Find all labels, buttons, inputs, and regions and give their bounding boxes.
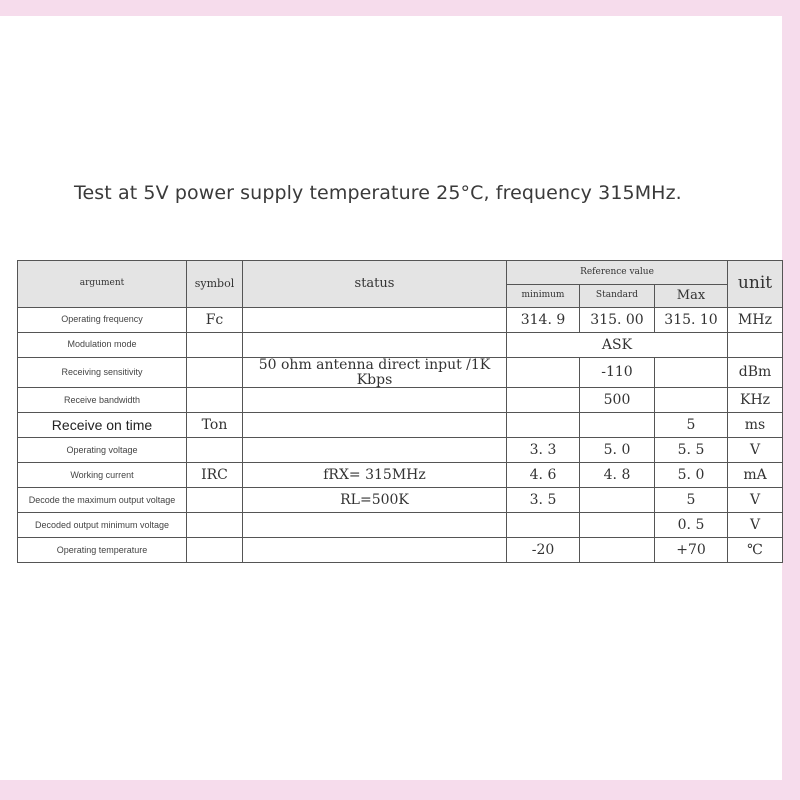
max-cell: 0. 5 xyxy=(655,513,728,538)
table-row xyxy=(18,488,783,513)
header-standard: Standard xyxy=(580,285,655,308)
param-cell xyxy=(18,513,187,538)
param-label: Receive on time xyxy=(51,417,153,434)
symbol-cell: Fc xyxy=(187,308,243,333)
table-row xyxy=(18,388,783,413)
table-row xyxy=(18,333,783,358)
min-cell xyxy=(507,358,580,388)
standard-cell: -110 xyxy=(580,358,655,388)
max-cell: 5. 0 xyxy=(655,463,728,488)
status-cell xyxy=(243,438,507,463)
table-row xyxy=(18,513,783,538)
table-row xyxy=(18,438,783,463)
unit-cell: V xyxy=(728,488,783,513)
param-cell xyxy=(18,438,187,463)
status-cell xyxy=(243,413,507,438)
standard-cell: 500 xyxy=(580,388,655,413)
symbol-cell xyxy=(187,388,243,413)
unit-cell: ℃ xyxy=(728,538,783,563)
header-reference-value: Reference value xyxy=(507,261,728,285)
symbol-cell xyxy=(187,538,243,563)
spec-table xyxy=(17,260,783,563)
param-label: Decode the maximum output voltage xyxy=(28,494,176,505)
header-argument: argument xyxy=(18,261,187,308)
status-cell xyxy=(243,513,507,538)
max-cell: 315. 10 xyxy=(655,308,728,333)
max-cell: 5 xyxy=(655,488,728,513)
param-cell xyxy=(18,358,187,388)
table-row xyxy=(18,538,783,563)
standard-cell: 5. 0 xyxy=(580,438,655,463)
unit-cell: V xyxy=(728,513,783,538)
unit-cell: ms xyxy=(728,413,783,438)
header-status: status xyxy=(243,261,507,308)
symbol-cell xyxy=(187,358,243,388)
min-cell xyxy=(507,388,580,413)
unit-cell: dBm xyxy=(728,358,783,388)
min-cell xyxy=(507,413,580,438)
status-cell xyxy=(243,308,507,333)
status-cell: fRX= 315MHz xyxy=(243,463,507,488)
param-cell xyxy=(18,388,187,413)
param-label: Receiving sensitivity xyxy=(61,366,143,377)
param-label: Modulation mode xyxy=(67,339,137,350)
standard-cell xyxy=(580,538,655,563)
param-cell xyxy=(18,538,187,563)
param-cell xyxy=(18,333,187,358)
status-cell xyxy=(243,538,507,563)
min-cell xyxy=(507,513,580,538)
table-header-row xyxy=(18,261,783,285)
standard-cell: 4. 8 xyxy=(580,463,655,488)
min-cell: 3. 5 xyxy=(507,488,580,513)
table-row xyxy=(18,308,783,333)
param-cell xyxy=(18,488,187,513)
header-minimum: minimum xyxy=(507,285,580,308)
symbol-cell: Ton xyxy=(187,413,243,438)
test-conditions-heading: Test at 5V power supply temperature 25°C, frequency 315MHz. xyxy=(74,182,682,204)
symbol-cell xyxy=(187,333,243,358)
param-cell xyxy=(18,463,187,488)
table-row xyxy=(18,413,783,438)
status-cell: 50 ohm antenna direct input /1K Kbps xyxy=(243,358,507,388)
unit-cell: V xyxy=(728,438,783,463)
reference-span-cell: ASK xyxy=(507,333,728,358)
symbol-cell xyxy=(187,438,243,463)
param-label: Operating voltage xyxy=(66,444,138,455)
table-row xyxy=(18,463,783,488)
unit-cell: MHz xyxy=(728,308,783,333)
param-label: Working current xyxy=(70,469,134,480)
unit-cell: mA xyxy=(728,463,783,488)
symbol-cell: IRC xyxy=(187,463,243,488)
min-cell: 314. 9 xyxy=(507,308,580,333)
param-cell xyxy=(18,308,187,333)
unit-cell: KHz xyxy=(728,388,783,413)
standard-cell: 315. 00 xyxy=(580,308,655,333)
standard-cell xyxy=(580,488,655,513)
max-cell xyxy=(655,358,728,388)
header-symbol: symbol xyxy=(187,261,243,308)
symbol-cell xyxy=(187,488,243,513)
header-unit: unit xyxy=(728,261,783,308)
symbol-cell xyxy=(187,513,243,538)
min-cell: -20 xyxy=(507,538,580,563)
min-cell: 3. 3 xyxy=(507,438,580,463)
max-cell xyxy=(655,388,728,413)
param-label: Receive bandwidth xyxy=(63,394,141,405)
header-max: Max xyxy=(655,285,728,308)
min-cell: 4. 6 xyxy=(507,463,580,488)
param-label: Decoded output minimum voltage xyxy=(34,519,170,530)
max-cell: 5 xyxy=(655,413,728,438)
param-label: Operating temperature xyxy=(56,544,148,555)
unit-cell xyxy=(728,333,783,358)
status-cell xyxy=(243,333,507,358)
max-cell: 5. 5 xyxy=(655,438,728,463)
table-row xyxy=(18,358,783,388)
param-cell xyxy=(18,413,187,438)
status-cell xyxy=(243,388,507,413)
standard-cell xyxy=(580,513,655,538)
param-label: Operating frequency xyxy=(61,314,143,325)
standard-cell xyxy=(580,413,655,438)
status-cell: RL=500K xyxy=(243,488,507,513)
max-cell: +70 xyxy=(655,538,728,563)
